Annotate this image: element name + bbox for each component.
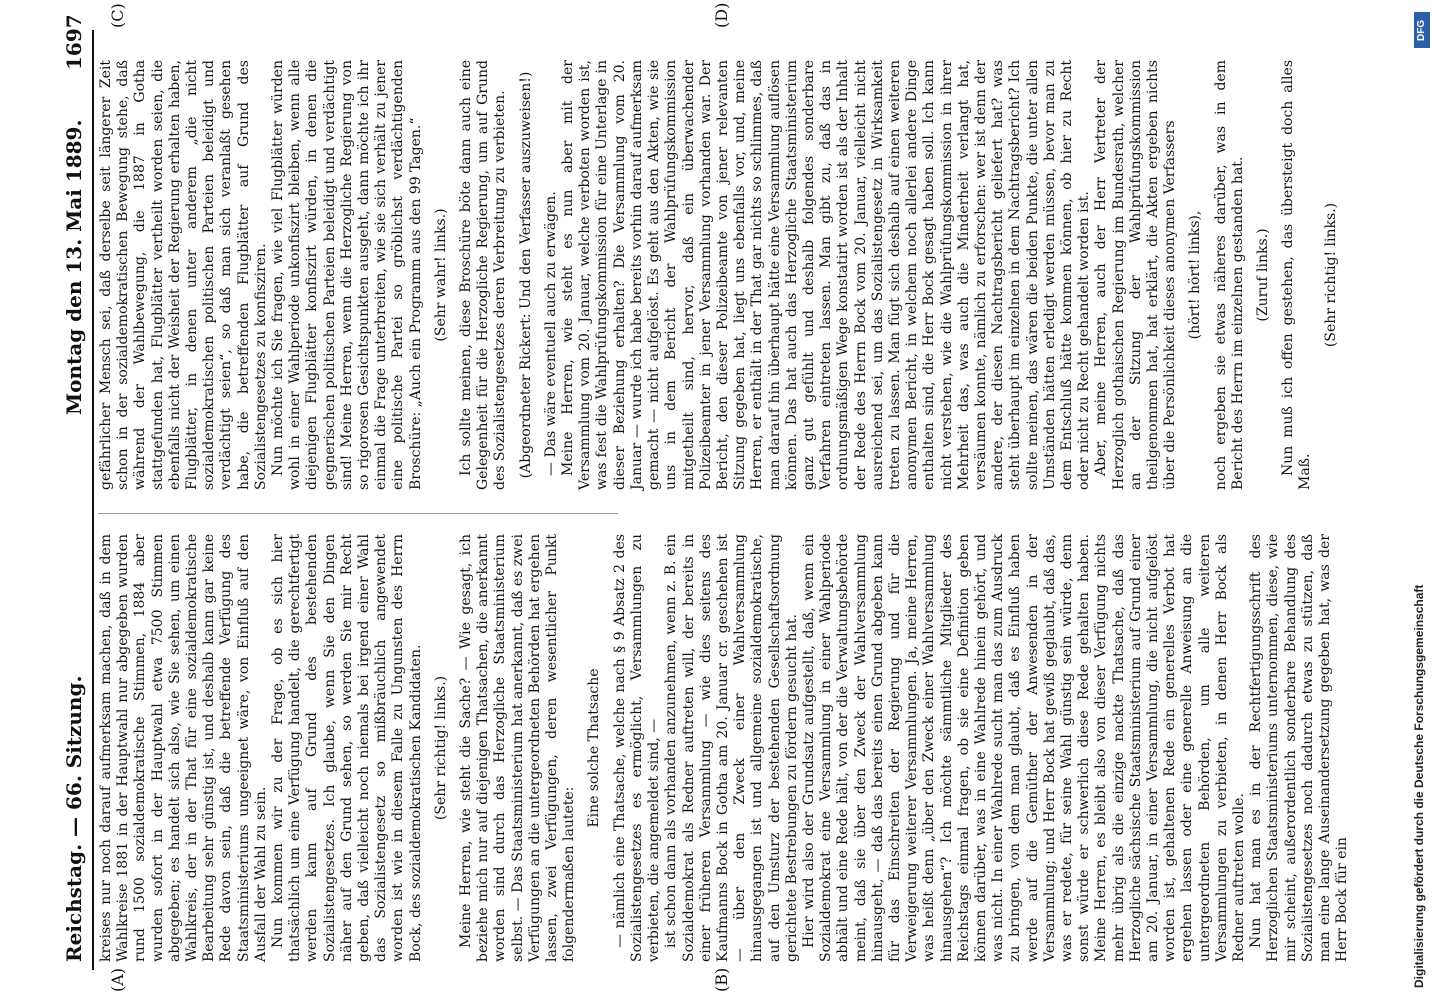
paragraph: — Das wäre eventuell auch zu erwägen.	[542, 191, 559, 476]
paragraph: — nämlich eine Thatsache, welche nach § 9 Absatz 2 des Sozialistengesetzes es ermöglicht, Versammlungen zu verbieten, die angemeldet sind, —	[611, 534, 663, 962]
paragraph: Nun hat man es in der Rechtfertigungsschrift des Herzoglichen Staatsministeriums unternommen, diese, wie mir scheint, außerordentlich sonderbare Behandlung des Sozialistengesetzes noch dadurch etwas zu stützen, daß man eine lange Auseinandersetzung gegeben hat, was der Herr Bock für ein	[1248, 534, 1351, 962]
interjection: (Sehr richtig! links.)	[1322, 202, 1339, 348]
interjection: (Abgeordneter Rickert: Und den Verfasser auszuweisen!)	[517, 71, 534, 479]
paragraph: noch ergeben sie etwas näheres darüber, was in dem Bericht des Herrn im einzelnen gestanden hat.	[1212, 60, 1246, 490]
margin-marker-b: (B)	[712, 967, 731, 992]
paragraph: Aber, meine Herren, auch der Herr Vertreter der Herzoglich gothaischen Regierung im Bundesrath, welcher an der Sitzung der Wahlprüfungskommission theilgenommen hat, hat erklärt, die Akten ergeben nichts über die Persönlichkeit dieses anonymen Verfassers	[1093, 60, 1179, 490]
header-rule	[92, 30, 94, 970]
page-number: 1697	[62, 14, 86, 70]
dfg-logo: DFG	[1414, 12, 1430, 48]
page-header	[62, 0, 92, 1000]
paragraph: Nun möchte ich Sie fragen, wie viel Flugblätter würden wohl in einer Wahlperiode unkonfiszirt bleiben, wenn alle diejenigen Flugblätter konfiszirt würden, in denen die gegnerischen politischen Parteien beleidigt und verdächtigt sind! Meine Herren, wenn die Herzogliche Regierung von so rigorosen Gesichtspunkten ausgeht, dann möchte ich ihr einmal die Frage unterbreiten, wie sie sich verhält zu jener eine politische Partei so gröblichst verdächtigenden Broschüre: „Auch ein Programm aus den 99 Tagen.“	[270, 60, 424, 490]
paragraph: Ich sollte meinen, diese Broschüre böte dann auch eine Gelegenheit für die Herzogliche Regierung, um auf Grund des Sozialistengesetzes deren Verbreitung zu verbieten.	[458, 60, 509, 490]
paragraph: ist schon dann als vorhanden anzunehmen, wenn z. B. ein Sozialdemokrat als Redner auftreten will, der bereits in einer früheren Versammlung — wie dies seitens des Kaufmanns Bock in Gotha am 20. Januar cr. geschehen ist — über den Zweck einer Wahlversammlung hinausgegangen ist und allgemeine sozialdemokratische, auf den Umsturz der bestehenden Gesellschaftsordnung gerichtete Bestrebungen zu fördern gesucht hat.	[663, 534, 800, 962]
right-column	[98, 60, 1339, 490]
paragraph: Hier wird also der Grundsatz aufgestellt, daß, wenn ein Sozialdemokrat eine Versammlung in einer Wahlperiode abhält und eine Rede hält, von der die Verwaltungsbehörde meint, daß sie über den Zweck der Wahlversammlung hinausgeht, — daß das bereits einen Grund abgeben kann für das Einschreiten der Regierung und für die Verweigerung weiterer Versammlungen. Ja, meine Herren, was heißt denn „über den Zweck einer Wahlversammlung hinausgehen“? Ich möchte sämmtliche Mitglieder des Reichstags einmal fragen, ob sie eine Definition geben können darüber, was in eine Wahlrede hinein gehört, und was nicht. In einer Wahlrede sucht man das zum Ausdruck zu bringen, von dem man glaubt, daß es Einfluß haben werde auf die Gemüther der Anwesenden in der Versammlung; und Herr Bock hat gewiß geglaubt, daß das, was er redete, für seine Wahl günstig sein würde, denn sonst würde er schwerlich diese Rede gehalten haben. Meine Herren, es bleibt also von dieser Verfügung nichts mehr übrig als die einzige nackte Thatsache, daß das Herzogliche sächsische Staatsministerium auf Grund einer am 20. Januar, in einer Versammlung, die nicht aufgelöst worden ist, gehaltenen Rede ein generelles Verbot hat ergehen lassen oder eine generelle Anweisung an die untergeordneten Behörden, um alle weiteren Versammlungen zu verbieten, in denen Herr Bock als Redner auftreten wolle.	[800, 534, 1247, 962]
paragraph: kreises nur noch darauf aufmerksam machen, daß in dem Wahlkreise 1881 in der Hauptwahl nur abgegeben wurden rund 1500 sozialdemokratische Stimmen, 1884 aber wurden sofort in der Hauptwahl etwa 7500 Stimmen abgegeben; es handelt sich also, wie Sie sehen, um einen Wahlkreis, der in der That für eine sozialdemokratische Bearbeitung sehr günstig ist, und deshalb kann gar keine Rede davon sein, daß die betreffende Verfügung des Staatsministeriums ungeeignet wäre, von Einfluß auf den Ausfall der Wahl zu sein.	[98, 534, 269, 962]
paragraph: Meine Herren, wie steht die Sache? — Wie gesagt, ich beziehe mich nur auf diejenigen Thatsachen, die anerkannt worden sind durch das Herzogliche Staatsministerium selbst. — Das Staatsministerium hat anerkannt, daß es zwei Verfügungen an die untergeordneten Behörden hat ergehen lassen, zwei Verfügungen, deren wesentlicher Punkt folgendermaßen lautete:	[458, 534, 578, 962]
column-divider	[98, 513, 618, 514]
paragraph: Meine Herren, wie steht es nun aber mit der Versammlung vom 20. Januar, welche verboten worden ist, was fest die Wahlprüfungskommission für eine Unterlage in dieser Beziehung erhalten? Die Versammlung vom 20. Januar — wurde ich habe bereits vorhin darauf aufmerksam gemacht — nicht aufgelöst. Es geht aus den Akten, wie sie uns in dem Bericht der Wahlprüfungskommission mitgetheilt sind, hervor, daß ein überwachender Polizeibeamter in jener Versammlung vorhanden war. Der Bericht, den dieser Polizeibeamte von jener relevanten Sitzung gegeben hat, liegt uns ebenfalls vor, und, meine Herren, er enthält in der That gar nichts so schlimmes, daß man darauf hin überhaupt hätte eine Versammlung auflösen können. Das hat auch das Herzogliche Staatsministerium ganz gut gefühlt und deshalb folgendes sonderbare Verfahren eintreten lassen. Man gibt zu, daß das in ordnungsmäßigen Wege konstatirt worden ist als der Inhalt der Rede des Herrn Bock vom 20. Januar, vielleicht nicht ausreichend sei, um das Sozialistengesetz in Wirksamkeit treten zu lassen. Man fügt sich deshalb auf einen weiteren anonymen Bericht, in welchem noch allerlei andere Dinge enthalten sind, die Herr Bock gesagt haben soll. Ich kann nicht verstehen, wie die Wahlprüfungskommission in ihrer Mehrheit das, was auch die Minderheit verlangt hat, versäumen konnte, nämlich zu erforschen: wer ist denn der andere, der diesen Nachtragsbericht geliefert hat? was steht überhaupt im einzelnen in dem Nachtragsbericht? Ich sollte meinen, das wären die beiden Punkte, die unter allen Umständen hätten erledigt werden müssen, bevor man zu dem Entschluß hätte kommen können, ob hier zu Recht oder nicht zu Recht gehandelt worden ist.	[560, 60, 1093, 490]
header-date: Montag den 13. Mai 1889.	[62, 119, 86, 415]
quote-heading: Eine solche Thatsache	[586, 668, 603, 828]
left-column	[98, 534, 1351, 962]
margin-marker-a: (A)	[108, 967, 127, 992]
margin-marker-c: (C)	[108, 3, 127, 28]
paragraph: Nun kommen wir zu der Frage, ob es sich hier thatsächlich um eine Verfügung handelt, die gerechtfertigt werden kann auf Grund des bestehenden Sozialistengesetzes. Ich glaube, wenn Sie den Dingen näher auf den Grund sehen, so werden Sie mir Recht geben, daß vielleicht noch niemals bei irgend einer Wahl das Sozialistengesetz so mißbräuchlich angewendet worden ist wie in diesem Falle zu Ungunsten des Herrn Bock, des sozialdemokratischen Kandidaten.	[270, 534, 424, 962]
margin-marker-d: (D)	[712, 2, 731, 28]
interjection: (Sehr wahr! links.)	[432, 208, 449, 342]
header-session: Reichstag. — 66. Sitzung.	[62, 675, 86, 962]
interjection: (Sehr richtig! links.)	[432, 675, 449, 821]
credit-text: Digitalisierung gefördert durch die Deutsche Forschungsgemeinschaft	[1412, 584, 1426, 988]
interjection: (Zuruf links.)	[1255, 228, 1271, 322]
paragraph: gefährlicher Mensch sei, daß derselbe seit längerer Zeit schon in der sozialdemokratischen Bewegung stehe, daß während der Wahlbewegung, die 1887 in Gotha stattgefunden hat, Flugblätter vertheilt worden seien, die ebenfalls nicht der Weisheit der Regierung erhalten haben, Flugblätter, in denen unter anderem „die nicht sozialdemokratischen politischen Parteien beleidigt und verdächtigt seien“, so daß man sich veranlaßt gesehen habe, die betreffenden Flugblätter auf Grund des Sozialistengesetzes zu konfisziren.	[98, 60, 269, 490]
paragraph: Nun muß ich offen gestehen, das übersteigt doch alles Maß.	[1280, 60, 1314, 490]
interjection: (hört! hört! links),	[1187, 210, 1204, 340]
digitization-credit	[1412, 18, 1430, 988]
